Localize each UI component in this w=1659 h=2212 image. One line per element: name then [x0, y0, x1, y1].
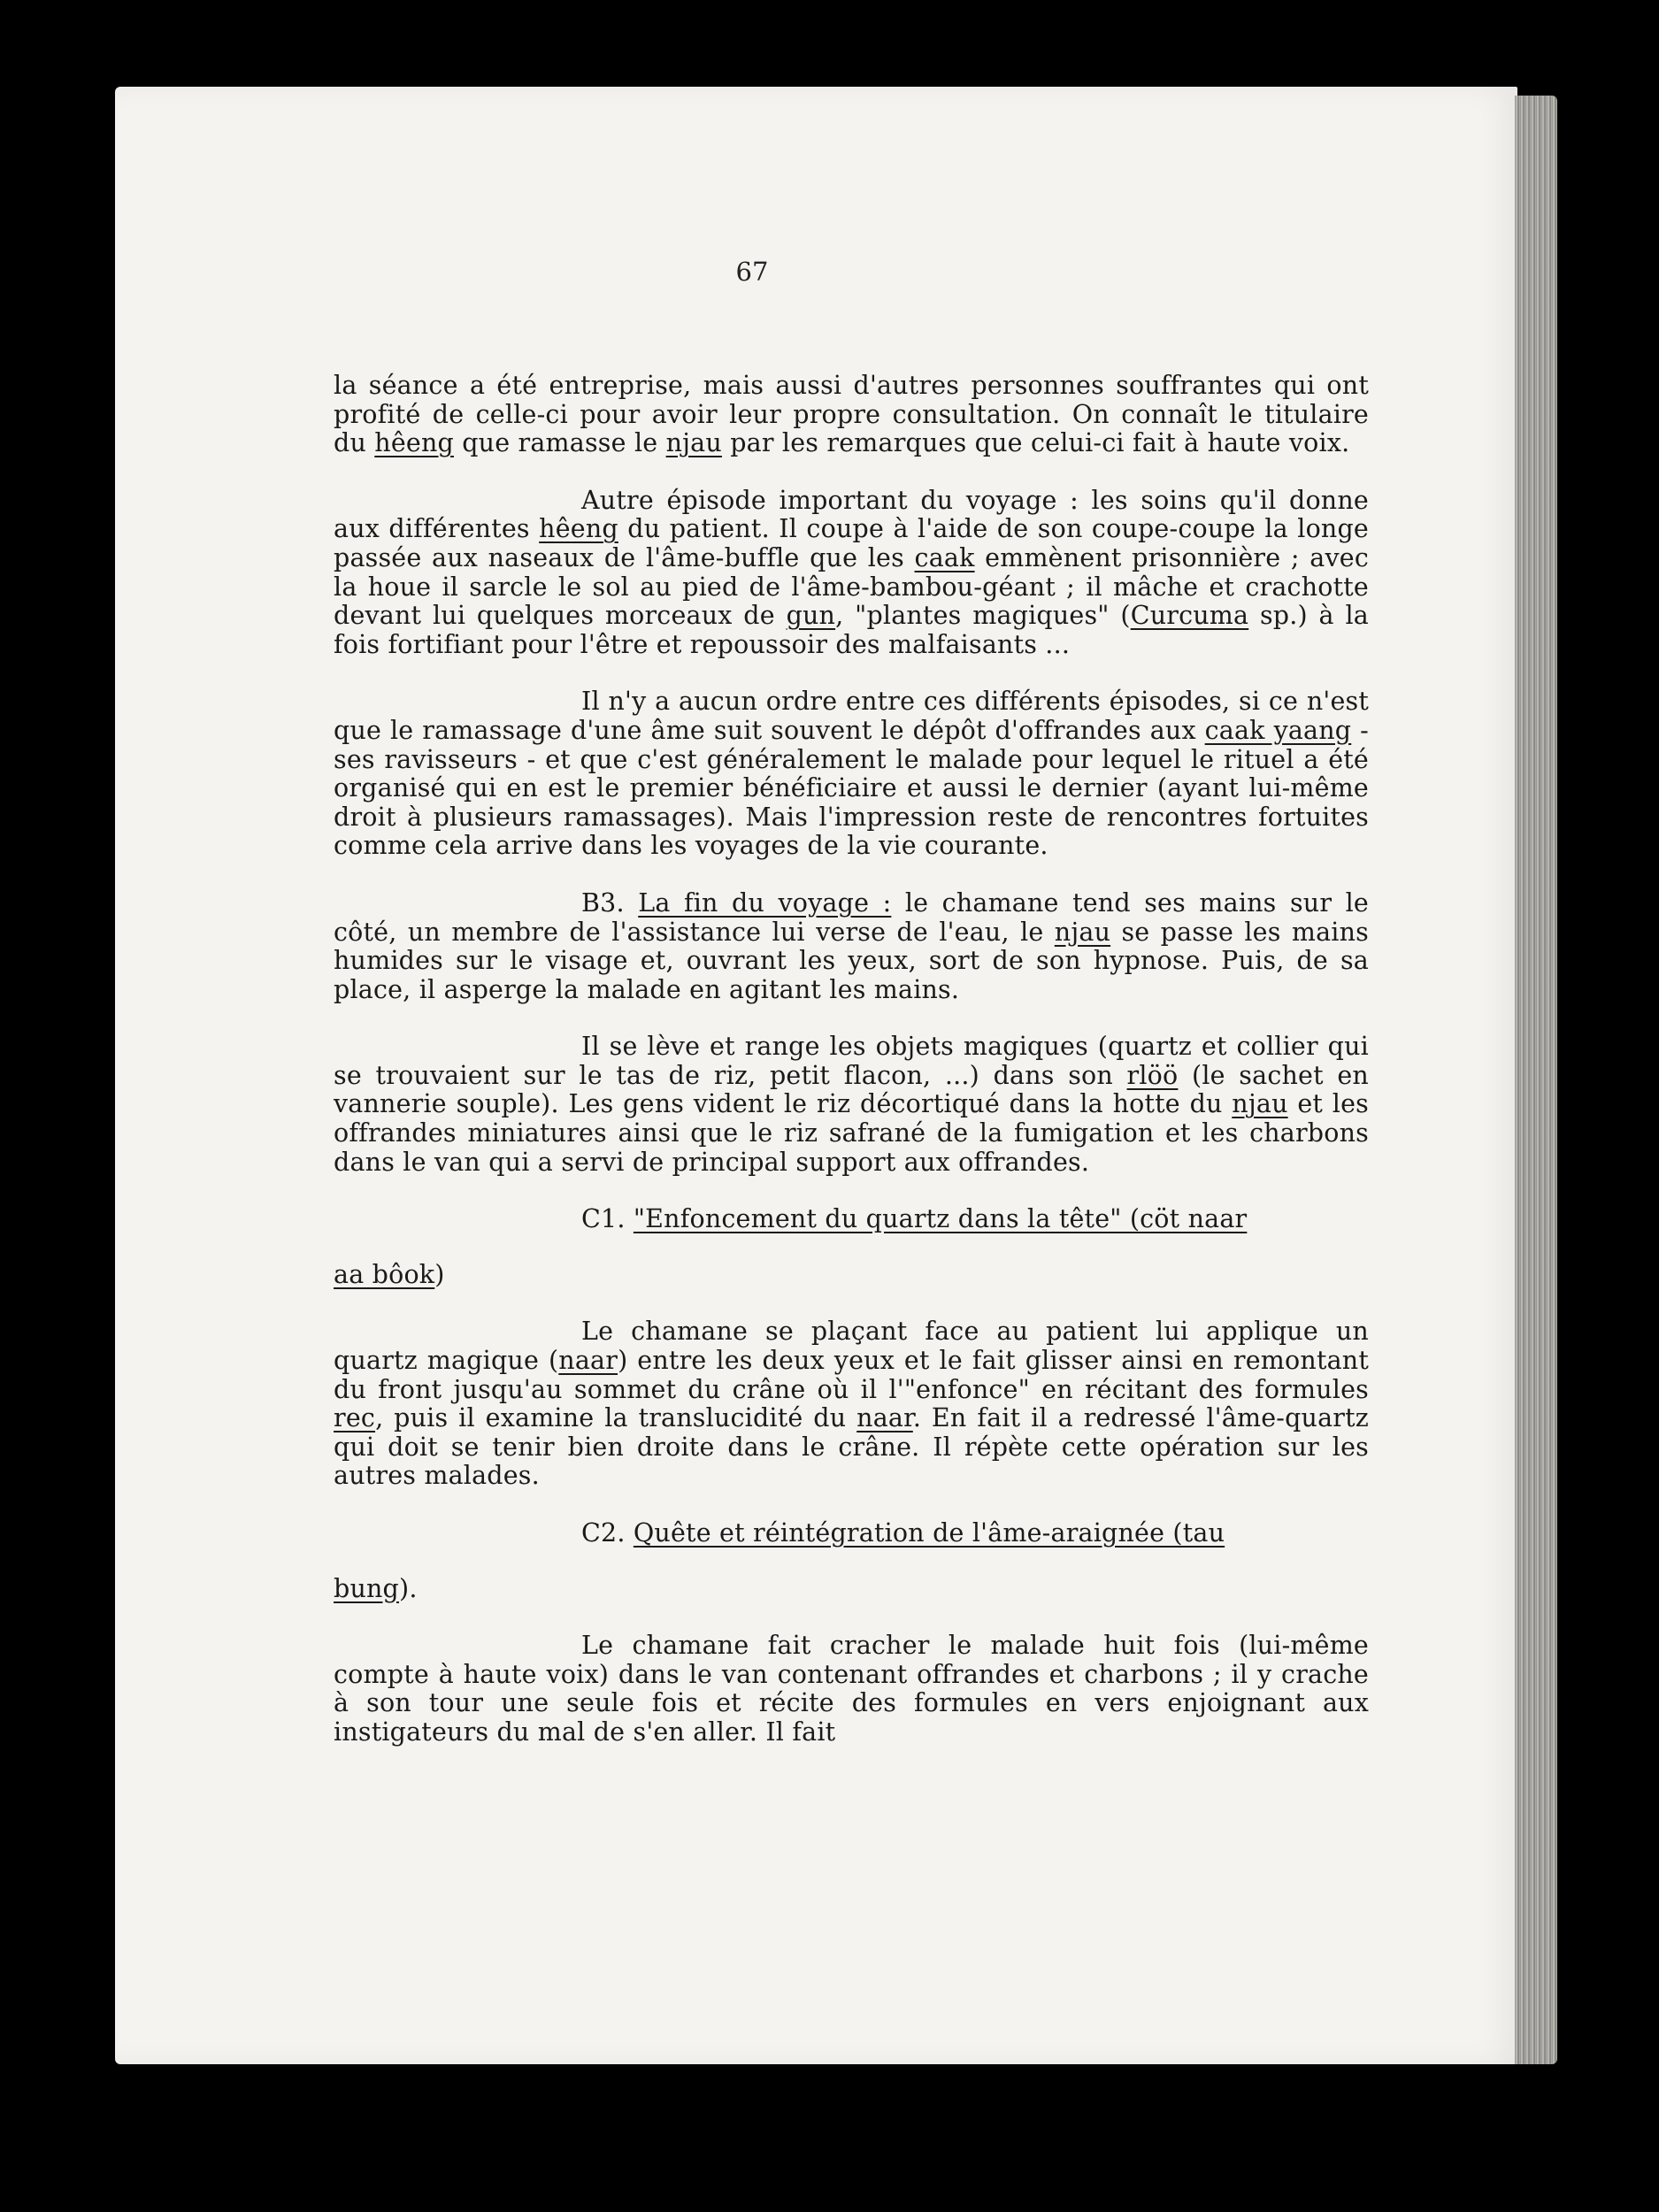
underlined-term: caak [914, 542, 975, 572]
underlined-term: "Enfoncement du quartz dans la tête" (cöt naar [633, 1204, 1248, 1234]
paragraph-c2 [334, 1632, 1369, 1747]
text-run: C2. [581, 1518, 634, 1548]
page-number: 67 [735, 257, 769, 287]
heading-c1 [334, 1205, 1369, 1234]
underlined-term: njau [1054, 917, 1111, 947]
underlined-term: njau [665, 428, 722, 458]
heading-c1-continuation [334, 1234, 1369, 1290]
text-run: le chamane tend ses mains sur le côté, un membre de l'assistance lui verse de l'eau, le [334, 887, 1369, 947]
underlined-term: hêeng [539, 514, 618, 544]
paragraph-2 [334, 487, 1369, 660]
page-edge [1515, 96, 1557, 2064]
paragraph-1 [334, 372, 1369, 458]
underlined-term: hêeng [374, 428, 454, 458]
text-run: ) entre les deux yeux et le fait glisser ainsi en remontant du front jusqu'au sommet du crâne où il l'"enfonce" en récitant des formules [334, 1346, 1369, 1404]
text-run: Le chamane se plaçant face au patient lui applique un quartz magique ( [334, 1317, 1369, 1376]
text-run: C1. [581, 1204, 634, 1234]
text-run: ). [399, 1573, 418, 1603]
underlined-term: gun [786, 601, 836, 631]
underlined-term: bung [334, 1573, 399, 1603]
underlined-term: Curcuma [1130, 601, 1249, 631]
text-run: . En fait il a redressé l'âme-quartz qui doit se tenir bien droite dans le crâne. Il répète cette opération sur les autres malades. [334, 1403, 1369, 1491]
text-run: - ses ravisseurs - et que c'est généralement le malade pour lequel le rituel a été organisé qui en est le premier bénéficiaire et aussi le dernier (ayant lui-même droit à plusieurs ramassages). Mais l'impression reste de rencontres fortuites comme cela arrive dans les voyages de la vie courante. [334, 715, 1369, 861]
text-run: Le chamane fait cracher le malade huit fois (lui-même compte à haute voix) dans le van contenant offrandes et charbons ; il y crache à son tour une seule fois et récite des formules en vers enjoignant aux instigateurs du mal de s'en aller. Il fait [334, 1631, 1369, 1747]
text-run: ) [434, 1259, 445, 1289]
underlined-term: rlöö [1126, 1060, 1179, 1090]
text-run: sp.) à la fois fortifiant pour l'être et repoussoir des malfaisants ... [334, 601, 1369, 659]
text-run: par les remarques que celui-ci fait à haute voix. [721, 428, 1350, 458]
text-run: B3. [581, 887, 639, 918]
underlined-term: caak yaang [1204, 715, 1352, 745]
underlined-term: aa bôok [334, 1259, 435, 1289]
text-run: emmènent prisonnière ; avec la houe il sarcle le sol au pied de l'âme-bambou-géant ; il mâche et crachotte devant lui quelques morceaux de [334, 542, 1370, 631]
underlined-term: La fin du voyage : [638, 887, 892, 918]
underlined-term: njau [1232, 1089, 1288, 1119]
underlined-term: Quête et réintégration de l'âme-araignée (tau [633, 1518, 1225, 1548]
underlined-term: rec [334, 1403, 376, 1433]
text-run: (le sachet en vannerie souple). Les gens vident le riz décortiqué dans la hotte du [334, 1060, 1369, 1119]
text-run: Il n'y a aucun ordre entre ces différents épisodes, si ce n'est que le ramassage d'une âme suit souvent le dépôt d'offrandes aux [334, 687, 1369, 745]
heading-c2 [334, 1519, 1369, 1548]
text-run: et les offrandes miniatures ainsi que le riz safrané de la fumigation et les charbons dans le van qui a servi de principal support aux offrandes. [334, 1089, 1369, 1177]
text-run: , puis il examine la translucidité du [375, 1403, 857, 1433]
paragraph-5 [334, 1033, 1369, 1177]
text-run: la séance a été entreprise, mais aussi d'autres personnes souffrantes qui ont profité de celle-ci pour avoir leur propre consultation. On connaît le titulaire du [334, 371, 1369, 458]
page-text [334, 372, 1369, 1776]
heading-c2-continuation [334, 1548, 1369, 1604]
paragraph-b3 [334, 889, 1369, 1004]
underlined-term: naar [856, 1403, 913, 1433]
text-run: , "plantes magiques" ( [835, 601, 1131, 631]
underlined-term: naar [558, 1346, 618, 1376]
paragraph-3 [334, 687, 1369, 861]
text-run: se passe les mains humides sur le visage et, ouvrant les yeux, sort de son hypnose. Puis, de sa place, il asperge la malade en agitant les mains. [334, 917, 1369, 1004]
paragraph-c1 [334, 1317, 1369, 1491]
text-run: Il se lève et range les objets magiques (quartz et collier qui se trouvaient sur le tas de riz, petit flacon, ...) dans son [334, 1032, 1369, 1090]
text-run: que ramasse le [453, 428, 666, 458]
text-run: du patient. Il coupe à l'aide de son coupe-coupe la longe passée aux naseaux de l'âme-buffle que les [334, 514, 1369, 572]
text-run: Autre épisode important du voyage : les soins qu'il donne aux différentes [334, 485, 1369, 544]
